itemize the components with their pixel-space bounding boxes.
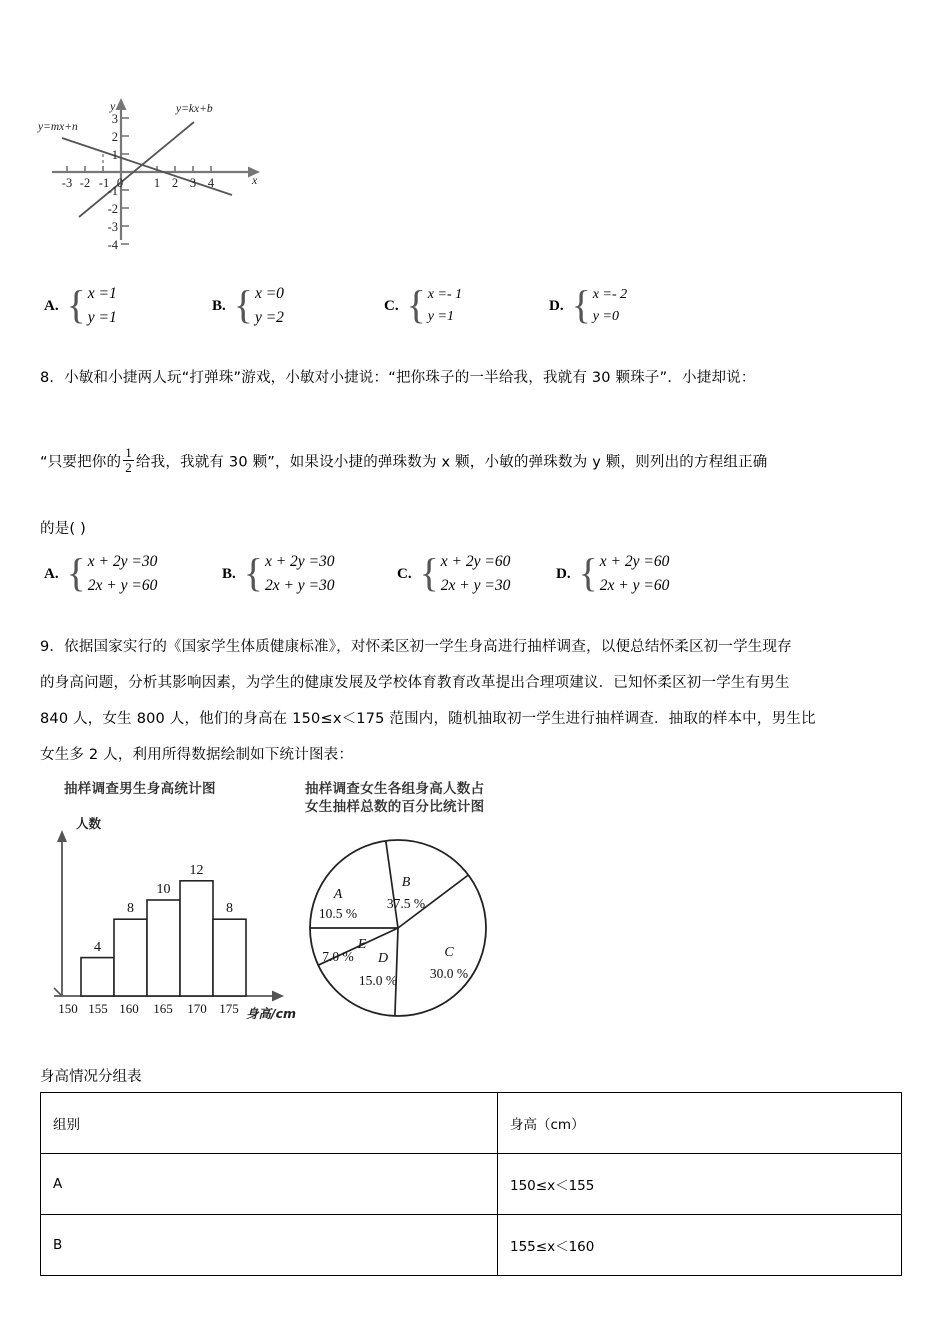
one-half-fraction: [123, 446, 134, 474]
table-cell-group-a: A: [41, 1154, 498, 1215]
q8-option-a[interactable]: A. { x + 2y =30 2x + y =60: [44, 548, 157, 600]
svg-text:-2: -2: [79, 176, 91, 190]
svg-text:170: 170: [187, 1001, 207, 1016]
bar-x-tick-labels: [58, 1001, 239, 1016]
q7-option-b-line2: y =2: [254, 309, 284, 326]
table-caption: 身高情况分组表: [40, 1069, 142, 1085]
height-grouping-table: [40, 1092, 902, 1276]
svg-text:-3: -3: [107, 220, 118, 234]
q8-option-d-line2: 2x + y =60: [599, 577, 670, 594]
pie-label-c: C: [444, 945, 454, 960]
svg-text:-2: -2: [107, 202, 118, 216]
svg-text:4: 4: [207, 176, 215, 190]
svg-text:2: 2: [111, 130, 118, 144]
q7-option-a-line2: y =1: [87, 309, 117, 326]
q7-option-d-line1: x =- 2: [592, 287, 628, 303]
q8-option-d[interactable]: D. { x + 2y =60 2x + y =60: [556, 548, 669, 600]
fraction-numerator: 1: [125, 445, 132, 460]
q9-statement-line1: 9．依据国家实行的《国家学生体质健康标准》，对怀柔区初一学生身高进行抽样调查，以便总结怀柔区初一学生现存: [40, 639, 792, 655]
q7-option-c-letter: C.: [384, 297, 399, 314]
table-cell-group-b: B: [41, 1215, 498, 1276]
q7-option-a-line1: x =1: [87, 284, 117, 302]
bar-x-axis-title: 身高/cm: [246, 1006, 297, 1021]
q7-option-b-letter: B.: [212, 297, 226, 314]
q8-option-b-letter: B.: [222, 565, 236, 582]
svg-text:-3: -3: [61, 176, 73, 190]
q7-option-d-letter: D.: [549, 297, 564, 314]
q8-options-row: [44, 548, 914, 600]
line-y-kx-b: [79, 122, 197, 217]
y-axis-letter: y: [110, 99, 116, 113]
q7-option-a-letter: A.: [44, 297, 59, 314]
svg-text:-1: -1: [98, 176, 110, 190]
q8-option-c-letter: C.: [397, 565, 412, 582]
statistics-figures: [40, 778, 560, 1040]
svg-text:0: 0: [116, 176, 124, 190]
pie-value-b: 37.5 %: [386, 896, 426, 911]
bar-value-0: 4: [94, 940, 101, 955]
bar-165-170: [180, 881, 213, 996]
q9-statement-line2: 的身高问题，分析其影响因素，为学生的健康发展及学校体育教育改革提出合理项建议．已知怀柔区初一学生有男生: [40, 675, 790, 691]
pie-value-a: 10.5 %: [318, 906, 358, 921]
q8-option-c-line2: 2x + y =30: [440, 577, 511, 594]
pie-label-b: B: [401, 875, 411, 890]
axis-break-notch: [54, 988, 62, 996]
q8-option-b-line1: x + 2y =30: [264, 552, 335, 570]
q9-statement-line3: 840 人，女生 800 人，他们的身高在 150≤x＜175 范围内，随机抽取初一学生进行抽样调查．抽取的样本中，男生比: [40, 711, 816, 727]
q8-statement-line3: 的是( ): [40, 521, 86, 537]
q8-option-b-line2: 2x + y =30: [264, 577, 335, 594]
pie-label-e: E: [357, 937, 367, 952]
linear-system-graph-svg: [36, 80, 296, 260]
svg-text:160: 160: [119, 1001, 139, 1016]
q7-option-c-line1: x =- 1: [427, 287, 463, 303]
svg-text:1: 1: [153, 176, 161, 190]
bar-x-axis-arrow: [272, 991, 284, 1002]
line1-label: y=kx+b: [176, 103, 213, 115]
q7-options-row: [44, 280, 914, 332]
q8-option-c-line1: x + 2y =60: [440, 552, 511, 570]
female-height-pie-chart: [298, 828, 498, 1028]
q8-line2-before: “只要把你的: [40, 454, 122, 471]
y-axis-arrow: [116, 98, 127, 110]
table-header-height: 身高（cm）: [498, 1093, 902, 1154]
bar-value-4: 8: [226, 901, 233, 916]
q8-option-d-line1: x + 2y =60: [599, 552, 670, 570]
q7-option-c[interactable]: C. { x =- 1 y =1: [384, 282, 463, 327]
male-height-bar-chart: [40, 810, 300, 1028]
svg-text:165: 165: [153, 1001, 173, 1016]
bar-value-2: 10: [156, 882, 171, 897]
q8-option-a-line2: 2x + y =60: [87, 577, 158, 594]
bar-y-axis-arrow: [57, 830, 67, 842]
bar-value-1: 8: [127, 901, 134, 916]
bar-160-165: [147, 900, 180, 996]
table-row: [41, 1215, 902, 1276]
svg-text:175: 175: [219, 1001, 239, 1016]
table-row: [41, 1154, 902, 1215]
fraction-denominator: 2: [125, 459, 132, 475]
pie-chart-title: [305, 780, 535, 816]
table-header-group: 组别: [41, 1093, 498, 1154]
q8-option-b[interactable]: B. { x + 2y =30 2x + y =30: [222, 548, 335, 600]
bar-series: [81, 881, 246, 996]
svg-text:3: 3: [189, 176, 197, 190]
pie-value-c: 30.0 %: [429, 966, 469, 981]
q8-option-c[interactable]: C. { x + 2y =60 2x + y =30: [397, 548, 510, 600]
bar-155-160: [114, 919, 147, 996]
svg-text:3: 3: [111, 112, 118, 126]
pie-label-d: D: [377, 951, 389, 966]
pie-value-d: 15.0 %: [358, 973, 398, 988]
q9-statement-line4: 女生多 2 人，利用所得数据绘制如下统计图表：: [40, 747, 354, 763]
bar-chart-title: 抽样调查男生身高统计图: [64, 781, 216, 797]
x-tick-labels: [62, 176, 215, 190]
q7-option-a[interactable]: A. { x =1 y =1: [44, 280, 117, 332]
svg-text:150: 150: [58, 1001, 78, 1016]
pie-chart-title-line1: 抽样调查女生各组身高人数占: [305, 781, 485, 797]
bar-170-175: [213, 919, 246, 996]
svg-text:-1: -1: [107, 184, 118, 198]
q8-option-a-letter: A.: [44, 565, 59, 582]
q8-option-a-line1: x + 2y =30: [87, 552, 158, 570]
pie-value-e: 7.0 %: [322, 949, 354, 964]
q8-statement-line2: [40, 445, 920, 476]
bar-150-155: [81, 958, 114, 996]
svg-text:155: 155: [88, 1001, 108, 1016]
svg-text:1: 1: [111, 148, 118, 162]
table-cell-range-a: 150≤x＜155: [498, 1154, 902, 1215]
q8-statement-line1: 8．小敏和小捷两人玩“打弹珠”游戏，小敏对小捷说：“把你珠子的一半给我，我就有 30 颗珠子”．小捷却说：: [40, 370, 756, 386]
q8-option-d-letter: D.: [556, 565, 571, 582]
table-header-row: [41, 1093, 902, 1154]
q8-line2-after: 给我，我就有 30 颗”，如果设小捷的弹珠数为 x 颗，小敏的弹珠数为 y 颗，则列出的方程组正确: [135, 454, 768, 471]
q7-option-d-line2: y =0: [592, 309, 619, 324]
q7-option-c-line2: y =1: [427, 309, 454, 324]
q7-coordinate-graph: [36, 80, 296, 260]
pie-chart-title-line2: 女生抽样总数的百分比统计图: [305, 799, 485, 816]
svg-text:-4: -4: [107, 238, 118, 252]
q7-option-b-line1: x =0: [254, 284, 284, 302]
x-axis-letter: x: [252, 173, 258, 187]
bar-y-axis-title: 人数: [76, 816, 102, 831]
q7-option-b[interactable]: B. { x =0 y =2: [212, 280, 284, 332]
table-cell-range-b: 155≤x＜160: [498, 1215, 902, 1276]
bar-value-3: 12: [189, 863, 204, 878]
line2-label: y=mx+n: [38, 121, 78, 133]
svg-text:2: 2: [171, 176, 179, 190]
pie-label-a: A: [333, 887, 343, 902]
q7-option-d[interactable]: D. { x =- 2 y =0: [549, 282, 628, 327]
